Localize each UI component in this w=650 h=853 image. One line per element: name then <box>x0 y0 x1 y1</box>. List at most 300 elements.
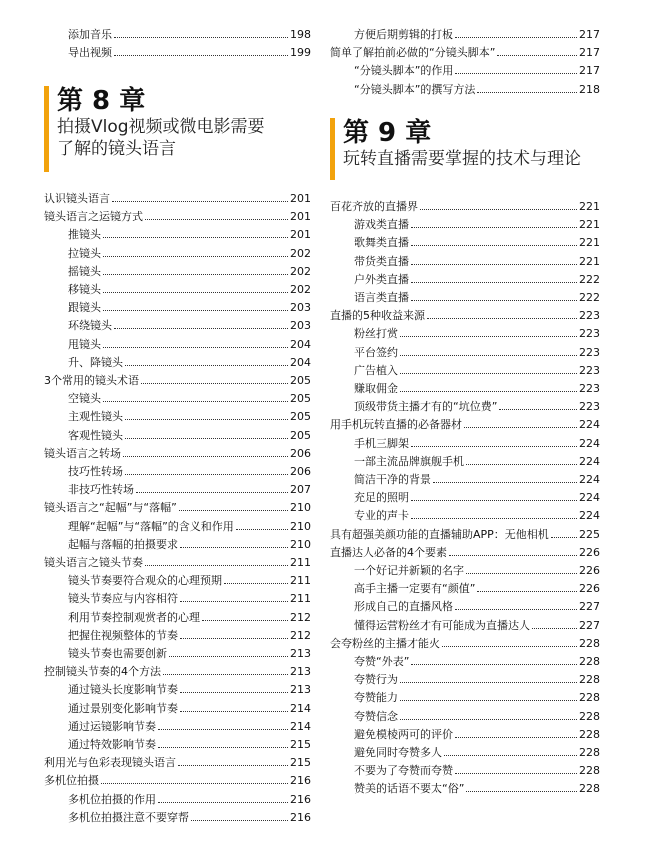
dot-leader <box>125 438 288 439</box>
toc-entry-label: 镜头节奏要符合观众的心理预期 <box>68 574 222 588</box>
toc-subentry[interactable] <box>330 61 600 77</box>
toc-entry-label: 百花齐放的直播界 <box>330 200 418 213</box>
toc-page-number: 217 <box>579 64 600 78</box>
dot-leader <box>400 391 577 392</box>
toc-subentry[interactable] <box>44 644 311 660</box>
dot-leader <box>411 518 577 519</box>
toc-entry-label: 镜头语言之转场 <box>44 446 121 460</box>
toc-entry-label: 歌舞类直播 <box>354 236 409 250</box>
dot-leader <box>202 620 288 621</box>
toc-page-number: 221 <box>579 200 600 213</box>
toc-page-number: 205 <box>290 392 311 406</box>
toc-entry-label: 起幅与落幅的拍摄要求 <box>68 537 178 551</box>
toc-subentry[interactable] <box>44 407 311 423</box>
toc-entry-label: 镜头语言之“起幅”与“落幅” <box>44 501 177 515</box>
toc-entry-label: 认识镜头语言 <box>44 192 110 205</box>
toc-subentry[interactable] <box>44 335 311 351</box>
toc-subentry[interactable] <box>44 244 311 260</box>
toc-entry-label: 简单了解拍前必做的“分镜头脚本” <box>330 46 496 60</box>
dot-leader <box>123 456 288 457</box>
dot-leader <box>400 700 577 701</box>
toc-page-number: 226 <box>579 564 600 577</box>
dot-leader <box>455 73 577 74</box>
toc-entry[interactable] <box>44 207 311 223</box>
toc-subentry[interactable] <box>330 25 600 41</box>
toc-entry-label: 推镜头 <box>68 228 101 242</box>
toc-page-number: 222 <box>579 291 600 304</box>
dot-leader <box>532 628 577 629</box>
dot-leader <box>180 601 288 602</box>
toc-page-number: 210 <box>290 501 311 515</box>
toc-subentry[interactable] <box>44 808 311 824</box>
dot-leader <box>411 300 577 301</box>
toc-entry-label: 专业的声卡 <box>354 509 409 523</box>
dot-leader <box>103 292 288 293</box>
toc-entry-label: 理解“起幅”与“落幅”的含义和作用 <box>68 519 234 533</box>
toc-page-number: 227 <box>579 600 600 614</box>
toc-subentry[interactable] <box>330 343 600 359</box>
toc-page-number: 202 <box>290 246 311 260</box>
toc-page-number: 228 <box>579 655 600 668</box>
toc-page-number: 211 <box>290 574 311 588</box>
toc-entry-label: 一部主流品牌旗舰手机 <box>354 454 464 468</box>
dot-leader <box>114 55 288 56</box>
dot-leader <box>449 555 577 556</box>
toc-subentry[interactable] <box>44 626 311 642</box>
dot-leader <box>112 201 288 202</box>
dot-leader <box>400 355 577 356</box>
chapter-9-heading <box>330 118 581 180</box>
toc-page-number: 227 <box>579 618 600 632</box>
dot-leader <box>420 209 577 210</box>
toc-page-number: 205 <box>290 410 311 424</box>
toc-entry-label: 镜头语言之镜头节奏 <box>44 556 143 569</box>
toc-subentry[interactable] <box>44 480 311 496</box>
toc-subentry[interactable] <box>44 517 311 533</box>
toc-entry-label: 广告植入 <box>354 363 398 377</box>
toc-subentry[interactable] <box>330 270 600 286</box>
toc-entry-label: 方便后期剪辑的打板 <box>354 28 453 41</box>
toc-entry[interactable] <box>44 753 311 769</box>
toc-page-number: 223 <box>579 382 600 395</box>
dot-leader <box>145 565 288 566</box>
dot-leader <box>179 510 288 511</box>
dot-leader <box>400 373 577 374</box>
toc-entry-label: 手机三脚架 <box>354 436 409 450</box>
toc-entry-label: 带货类直播 <box>354 254 409 268</box>
toc-subentry[interactable] <box>330 397 600 413</box>
toc-entry-label: 主观性镜头 <box>68 410 123 424</box>
toc-subentry[interactable] <box>44 462 311 478</box>
dot-leader <box>411 282 577 283</box>
dot-leader <box>136 492 288 493</box>
toc-page-number: 213 <box>290 665 311 679</box>
toc-subentry[interactable] <box>44 225 311 241</box>
toc-page-number: 211 <box>290 592 311 606</box>
toc-subentry[interactable] <box>330 452 600 468</box>
toc-page-number: 213 <box>290 683 311 697</box>
toc-entry-label: 简洁干净的背景 <box>354 473 431 486</box>
toc-page-number: 214 <box>290 701 311 715</box>
toc-page-number: 223 <box>579 345 600 359</box>
toc-subentry[interactable] <box>44 426 311 442</box>
dot-leader <box>141 383 288 384</box>
dot-leader <box>224 583 288 584</box>
toc-entry-label: 利用光与色彩表现镜头语言 <box>44 756 176 770</box>
dot-leader <box>477 591 577 592</box>
toc-page-number: 228 <box>579 727 600 741</box>
toc-entry-label: 充足的照明 <box>354 491 409 505</box>
dot-leader <box>103 237 288 238</box>
toc-entry-label: 高手主播一定要有“颜值” <box>354 582 476 596</box>
toc-entry-label: 通过镜头长度影响节奏 <box>68 683 178 697</box>
toc-entry-label: 控制镜头节奏的4个方法 <box>44 665 161 679</box>
toc-entry-label: 平台签约 <box>354 345 398 359</box>
toc-entry-label: 夸赞“外表” <box>354 655 410 668</box>
toc-subentry[interactable] <box>44 316 311 332</box>
toc-subentry[interactable] <box>330 743 600 759</box>
dot-leader <box>125 365 288 366</box>
dot-leader <box>400 682 577 683</box>
toc-subentry[interactable] <box>44 535 311 551</box>
toc-entry-label: 夸赞能力 <box>354 691 398 705</box>
toc-page-number: 217 <box>579 46 600 60</box>
toc-entry-label: 导出视频 <box>68 46 112 60</box>
toc-entry[interactable] <box>44 771 311 787</box>
toc-entry-label: 甩镜头 <box>68 337 101 351</box>
toc-entry-label: 多机位拍摄 <box>44 774 99 788</box>
chapter-number: 第 9 章 <box>343 118 432 148</box>
toc-page-number: 223 <box>579 309 600 323</box>
toc-page-number: 228 <box>579 746 600 759</box>
toc-page-number: 202 <box>290 283 311 296</box>
toc-entry[interactable] <box>330 415 600 431</box>
toc-entry-label: 技巧性转场 <box>68 465 123 478</box>
toc-page-number: 201 <box>290 192 311 205</box>
toc-entry-label: 空镜头 <box>68 392 101 406</box>
toc-subentry[interactable] <box>44 608 311 624</box>
toc-subentry[interactable] <box>44 699 311 715</box>
toc-entry[interactable] <box>330 197 600 213</box>
toc-subentry[interactable] <box>330 324 600 340</box>
toc-subentry[interactable] <box>44 717 311 733</box>
toc-entry-label: 用手机玩转直播的必备器材 <box>330 418 462 432</box>
dot-leader <box>400 719 577 720</box>
toc-page-number: 210 <box>290 519 311 533</box>
toc-entry-label: 夸赞行为 <box>354 673 398 687</box>
toc-subentry[interactable] <box>44 353 311 369</box>
toc-page-number: 228 <box>579 782 600 796</box>
toc-subentry[interactable] <box>44 790 311 806</box>
toc-page-number: 224 <box>579 491 600 505</box>
toc-subentry[interactable] <box>330 597 600 613</box>
toc-page-number: 212 <box>290 610 311 624</box>
toc-page-number: 223 <box>579 400 600 414</box>
toc-subentry[interactable] <box>44 298 311 314</box>
toc-entry-label: 直播的5种收益来源 <box>330 309 425 323</box>
toc-page-number: 228 <box>579 673 600 687</box>
toc-subentry[interactable] <box>330 779 600 795</box>
toc-page-number: 228 <box>579 636 600 650</box>
toc-subentry[interactable] <box>330 506 600 522</box>
toc-page-number: 215 <box>290 756 311 770</box>
toc-page-number: 225 <box>579 527 600 541</box>
toc-subentry[interactable] <box>330 288 600 304</box>
toc-entry-label: 把握住视频整体的节奏 <box>68 628 178 642</box>
toc-entry-label: 懂得运营粉丝才有可能成为直播达人 <box>354 618 530 632</box>
toc-subentry[interactable] <box>330 707 600 723</box>
toc-entry-label: 多机位拍摄注意不要穿帮 <box>68 810 189 824</box>
dot-leader <box>442 646 577 647</box>
dot-leader <box>158 747 288 748</box>
toc-page-number: 204 <box>290 337 311 351</box>
toc-entry-label: “分镜头脚本”的作用 <box>354 64 454 78</box>
toc-page-number: 223 <box>579 327 600 341</box>
toc-page-number: 213 <box>290 647 311 660</box>
dot-leader <box>411 500 577 501</box>
toc-page-number: 221 <box>579 254 600 268</box>
dot-leader <box>411 245 577 246</box>
toc-subentry[interactable] <box>330 379 600 395</box>
toc-entry-label: 赞美的话语不要太“俗” <box>354 782 465 796</box>
toc-entry-label: 升、降镜头 <box>68 355 123 369</box>
toc-page-number: 199 <box>290 46 311 60</box>
toc-subentry[interactable] <box>330 434 600 450</box>
toc-entry[interactable] <box>44 553 311 569</box>
toc-page-number: 216 <box>290 792 311 806</box>
toc-entry-label: 利用节奏控制观赏者的心理 <box>68 610 200 624</box>
toc-entry-label: 多机位拍摄的作用 <box>68 792 156 806</box>
chapter-title-line-1: 玩转直播需要掌握的技术与理论 <box>343 149 581 169</box>
dot-leader <box>103 347 288 348</box>
toc-page-number: 214 <box>290 719 311 733</box>
dot-leader <box>411 264 577 265</box>
toc-entry-label: 环绕镜头 <box>68 319 112 333</box>
dot-leader <box>455 609 577 610</box>
toc-entry[interactable] <box>330 634 600 650</box>
toc-page-number: 210 <box>290 537 311 551</box>
dot-leader <box>466 573 577 574</box>
toc-subentry[interactable] <box>330 725 600 741</box>
dot-leader <box>180 547 288 548</box>
toc-entry-label: 镜头节奏也需要创新 <box>68 647 167 660</box>
toc-subentry[interactable] <box>330 80 600 96</box>
toc-page-number: 212 <box>290 628 311 642</box>
toc-entry[interactable] <box>44 498 311 514</box>
dot-leader <box>103 310 288 311</box>
toc-entry-label: 通过运镜影响节奏 <box>68 719 156 733</box>
toc-subentry[interactable] <box>330 252 600 268</box>
toc-entry-label: 摇镜头 <box>68 264 101 278</box>
dot-leader <box>455 737 577 738</box>
dot-leader <box>125 419 288 420</box>
toc-page-number: 204 <box>290 355 311 369</box>
toc-subentry[interactable] <box>44 43 311 59</box>
toc-entry-label: 3个常用的镜头术语 <box>44 374 139 387</box>
toc-page-number: 198 <box>290 28 311 41</box>
toc-page-number: 223 <box>579 363 600 377</box>
dot-leader <box>180 638 288 639</box>
toc-entry-label: 添加音乐 <box>68 28 112 41</box>
dot-leader <box>455 37 577 38</box>
toc-subentry[interactable] <box>330 688 600 704</box>
dot-leader <box>444 755 577 756</box>
dot-leader <box>497 55 577 56</box>
dot-leader <box>466 464 577 465</box>
dot-leader <box>400 336 577 337</box>
toc-entry-label: 一个好记并新颖的名字 <box>354 564 464 577</box>
toc-entry-label: 顶级带货主播才有的“坑位费” <box>354 400 498 414</box>
toc-entry[interactable] <box>330 525 600 541</box>
toc-page-number: 205 <box>290 428 311 442</box>
toc-entry[interactable] <box>330 43 600 59</box>
toc-entry-label: 避免同时夸赞多人 <box>354 746 442 759</box>
dot-leader <box>169 656 288 657</box>
toc-page-number: 221 <box>579 218 600 232</box>
toc-entry-label: 避免模棱两可的评价 <box>354 727 453 741</box>
dot-leader <box>236 529 288 530</box>
toc-page-number: 226 <box>579 582 600 596</box>
dot-leader <box>477 92 577 93</box>
toc-page-number: 201 <box>290 228 311 242</box>
toc-page-number: 203 <box>290 301 311 315</box>
chapter-title-line-2: 了解的镜头语言 <box>57 139 176 159</box>
toc-subentry[interactable] <box>44 571 311 587</box>
dot-leader <box>433 482 577 483</box>
toc-subentry[interactable] <box>44 25 311 41</box>
dot-leader <box>464 427 577 428</box>
toc-subentry[interactable] <box>330 579 600 595</box>
toc-subentry[interactable] <box>44 262 311 278</box>
toc-entry[interactable] <box>330 306 600 322</box>
dot-leader <box>191 820 288 821</box>
toc-entry-label: 通过景别变化影响节奏 <box>68 701 178 715</box>
toc-entry-label: 不要为了夸赞而夸赞 <box>354 764 453 778</box>
toc-subentry[interactable] <box>44 280 311 296</box>
toc-entry-label: 具有超强美颜功能的直播辅助APP：无他相机 <box>330 527 549 541</box>
toc-page-number: 224 <box>579 473 600 486</box>
toc-entry-label: 拉镜头 <box>68 246 101 260</box>
toc-subentry[interactable] <box>330 761 600 777</box>
toc-page-number: 228 <box>579 764 600 778</box>
toc-subentry[interactable] <box>330 616 600 632</box>
toc-subentry[interactable] <box>330 652 600 668</box>
dot-leader <box>427 318 577 319</box>
toc-page-number: 224 <box>579 418 600 432</box>
toc-entry-label: 语言类直播 <box>354 291 409 304</box>
dot-leader <box>103 256 288 257</box>
toc-subentry[interactable] <box>330 488 600 504</box>
toc-entry-label: 夸赞信念 <box>354 709 398 723</box>
toc-subentry[interactable] <box>44 589 311 605</box>
toc-entry[interactable] <box>330 543 600 559</box>
toc-page-number: 228 <box>579 691 600 705</box>
toc-page-number: 221 <box>579 236 600 250</box>
dot-leader <box>114 37 288 38</box>
toc-subentry[interactable] <box>44 735 311 751</box>
dot-leader <box>114 328 288 329</box>
toc-entry-label: 通过特效影响节奏 <box>68 738 156 751</box>
toc-entry-label: 客观性镜头 <box>68 428 123 442</box>
dot-leader <box>178 765 288 766</box>
dot-leader <box>455 773 577 774</box>
toc-entry-label: 会夸粉丝的主播才能火 <box>330 636 440 650</box>
toc-entry-label: “分镜头脚本”的撰写方法 <box>354 82 476 96</box>
toc-subentry[interactable] <box>330 215 600 231</box>
toc-page-number: 224 <box>579 454 600 468</box>
toc-subentry[interactable] <box>330 361 600 377</box>
dot-leader <box>125 474 288 475</box>
toc-page-number: 224 <box>579 509 600 523</box>
toc-subentry[interactable] <box>330 470 600 486</box>
dot-leader <box>145 219 288 220</box>
toc-page-number: 203 <box>290 319 311 333</box>
dot-leader <box>163 674 288 675</box>
dot-leader <box>180 711 288 712</box>
toc-subentry[interactable] <box>330 670 600 686</box>
toc-subentry[interactable] <box>330 233 600 249</box>
toc-entry-label: 形成自己的直播风格 <box>354 600 453 614</box>
toc-entry-label: 赚取佣金 <box>354 382 398 395</box>
toc-entry-label: 粉丝打赏 <box>354 327 398 341</box>
chapter-title-line-1: 拍摄Vlog视频或微电影需要 <box>57 117 265 137</box>
toc-entry-label: 镜头语言之运镜方式 <box>44 210 143 224</box>
toc-page-number: 217 <box>579 28 600 41</box>
toc-entry[interactable] <box>44 444 311 460</box>
dot-leader <box>103 401 288 402</box>
toc-page-number: 224 <box>579 436 600 450</box>
chapter-8-heading <box>44 86 265 172</box>
toc-entry-label: 直播达人必备的4个要素 <box>330 545 447 559</box>
toc-page-number: 218 <box>579 82 600 96</box>
dot-leader <box>411 664 577 665</box>
toc-subentry[interactable] <box>330 561 600 577</box>
toc-page-number: 216 <box>290 810 311 824</box>
toc-entry-label: 游戏类直播 <box>354 218 409 232</box>
dot-leader <box>180 692 288 693</box>
toc-page-number: 222 <box>579 272 600 286</box>
toc-page-number: 215 <box>290 738 311 751</box>
dot-leader <box>411 446 577 447</box>
toc-page-number: 201 <box>290 210 311 224</box>
dot-leader <box>158 729 288 730</box>
toc-entry-label: 非技巧性转场 <box>68 483 134 497</box>
dot-leader <box>466 791 577 792</box>
dot-leader <box>158 802 288 803</box>
toc-entry[interactable] <box>44 371 311 387</box>
toc-entry-label: 户外类直播 <box>354 272 409 286</box>
dot-leader <box>411 227 577 228</box>
toc-entry[interactable] <box>44 662 311 678</box>
toc-page-number: 205 <box>290 374 311 387</box>
dot-leader <box>103 274 288 275</box>
toc-page-number: 211 <box>290 556 311 569</box>
toc-subentry[interactable] <box>44 680 311 696</box>
chapter-number: 第 8 章 <box>57 86 146 116</box>
toc-page-number: 202 <box>290 264 311 278</box>
dot-leader <box>551 537 577 538</box>
toc-page-number: 206 <box>290 446 311 460</box>
toc-entry[interactable] <box>44 189 311 205</box>
toc-entry-label: 跟镜头 <box>68 301 101 315</box>
toc-entry-label: 移镜头 <box>68 283 101 296</box>
toc-page-number: 226 <box>579 545 600 559</box>
toc-page-number: 216 <box>290 774 311 788</box>
dot-leader <box>499 409 577 410</box>
toc-subentry[interactable] <box>44 389 311 405</box>
toc-page-number: 207 <box>290 483 311 497</box>
toc-page-number: 228 <box>579 709 600 723</box>
